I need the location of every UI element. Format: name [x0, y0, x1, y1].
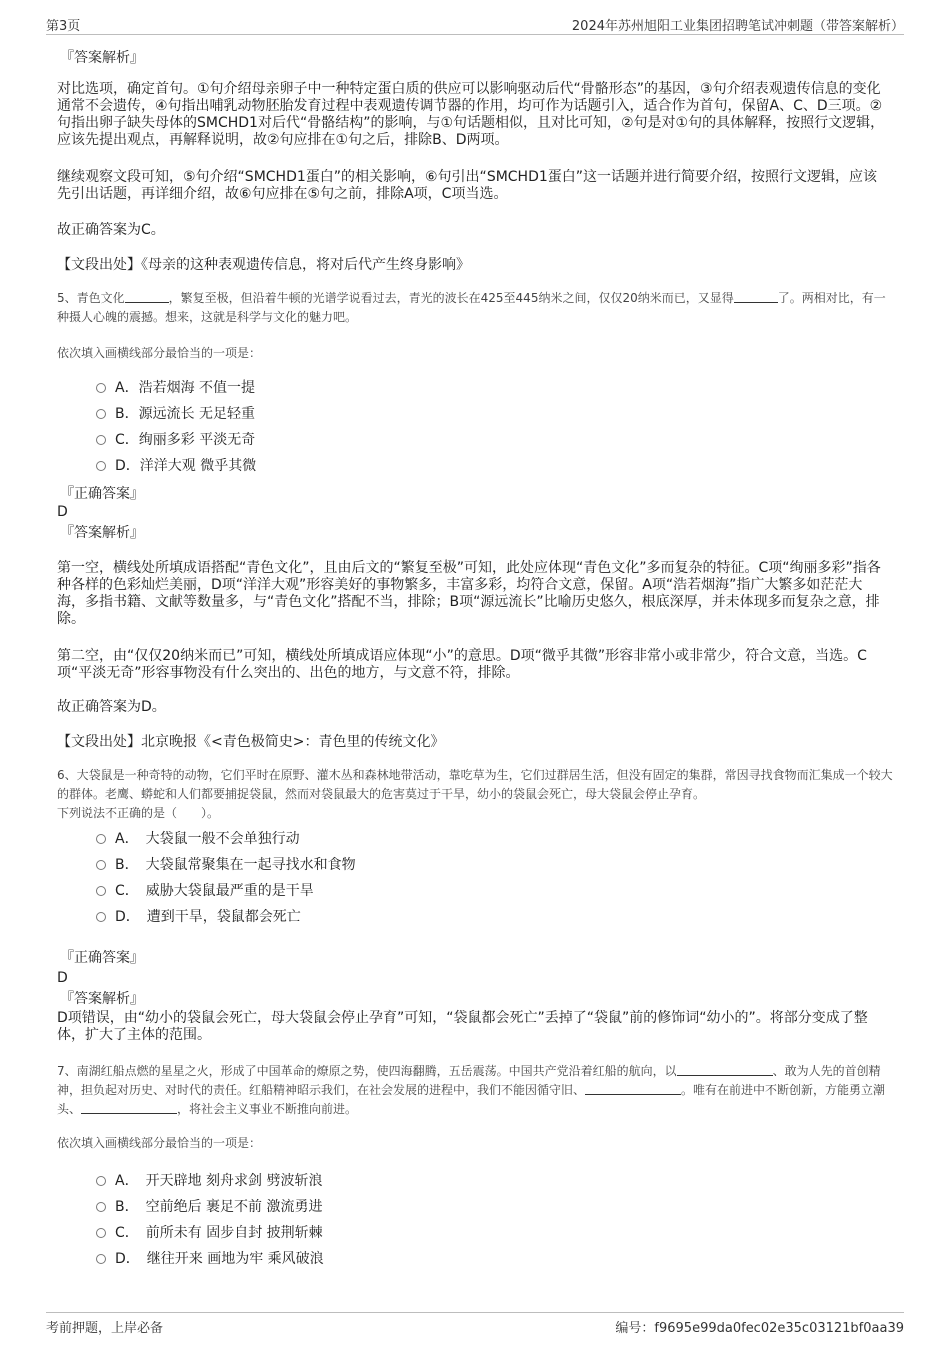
- radio-icon[interactable]: [96, 1254, 106, 1264]
- q7-option-d[interactable]: D． 继往开来 画地为牢 乘风破浪: [96, 1250, 324, 1268]
- q4-conclusion: 故正确答案为C。: [57, 222, 165, 238]
- q4-source: 【文段出处】《母亲的这种表观遗传信息，将对后代产生终身影响》: [57, 257, 470, 273]
- q7-stem: 7、南湖红船点燃的星星之火，形成了中国革命的燎原之势，使四海翻腾，五岳震荡。中国共产党沿着红船的航向，以 、敢为人先的首创精神，担负起对历史、对时代的责任。红船精神昭示我们，在社会发展的进程中，我们不能因循守旧、 。唯有在前进中不断创新，方能勇立潮头、 ，将社会主义事业不断推向前进。: [57, 1064, 886, 1116]
- page-number: 第3页: [46, 19, 81, 34]
- q7-option-b[interactable]: B． 空前绝后 裹足不前 激流勇进: [96, 1198, 323, 1216]
- q7-option-c[interactable]: C． 前所未有 固步自封 披荆斩棘: [96, 1224, 323, 1242]
- radio-icon[interactable]: [96, 1176, 106, 1186]
- q7-blank-1: [677, 1063, 773, 1076]
- q7-blank-3: [81, 1101, 177, 1114]
- page-footer: [46, 1312, 904, 1337]
- q5-correct-label: 『正确答案』: [60, 486, 144, 502]
- radio-icon[interactable]: [96, 912, 106, 922]
- q5-blank-1: [125, 290, 169, 303]
- q6-analysis-label: 『答案解析』: [60, 991, 144, 1007]
- radio-icon[interactable]: [96, 1228, 106, 1238]
- footer-slogan: 考前押题，上岸必备: [46, 1321, 164, 1336]
- q4-analysis-label: 『答案解析』: [60, 50, 144, 66]
- q5-option-c[interactable]: C．绚丽多彩 平淡无奇: [96, 431, 255, 449]
- radio-icon[interactable]: [96, 383, 106, 393]
- q6-option-c[interactable]: C． 威胁大袋鼠最严重的是干旱: [96, 882, 314, 900]
- q6-answer: D: [57, 970, 68, 986]
- page-header: [46, 10, 904, 35]
- q5-instruction: 依次填入画横线部分最恰当的一项是：: [57, 346, 262, 360]
- q6-question: 下列说法不正确的是（ ）。: [57, 806, 220, 820]
- q4-analysis-paragraph-2: 继续观察文段可知，⑤句介绍“SMCHD1蛋白”的相关影响，⑥句引出“SMCHD1蛋白”这一话题并进行简要介绍，按照行文逻辑，应该先引出话题，再详细介绍，故⑥句应排在⑤句之前，排除A项，C项当选。: [57, 169, 878, 202]
- q5-answer: D: [57, 504, 68, 520]
- radio-icon[interactable]: [96, 886, 106, 896]
- q4-analysis-paragraph-1: 对比选项，确定首句。①句介绍母亲卵子中一种特定蛋白质的供应可以影响驱动后代“骨骼形态”的基因，③句介绍表观遗传信息的变化通常不会遗传，④句指出哺乳动物胚胎发育过程中表观遗传调节器的作用，均可作为话题引入，适合作为首句，保留A、C、D三项。②句指出卵子缺失母体的SMCHD1对后代“骨骼结构”的影响，与①句话题相似，且对比可知，②句是对①句的具体解释，按照行文逻辑，应该先提出观点，再解释说明，故②句应排在①句之后，排除B、D两项。: [57, 81, 885, 148]
- q7-option-a[interactable]: A． 开天辟地 刻舟求剑 劈波斩浪: [96, 1172, 322, 1190]
- radio-icon[interactable]: [96, 860, 106, 870]
- q5-option-b[interactable]: B．源远流长 无足轻重: [96, 405, 255, 423]
- q5-analysis-paragraph-2: 第二空，由“仅仅20纳米而已”可知，横线处所填成语应体现“小”的意思。D项“微乎其微”形容非常小或非常少，符合文意，当选。C项“平淡无奇”形容事物没有什么突出的、出色的地方，与文意不符，排除。: [57, 648, 867, 681]
- radio-icon[interactable]: [96, 1202, 106, 1212]
- q6-option-d[interactable]: D． 遭到干旱，袋鼠都会死亡: [96, 908, 301, 926]
- q5-analysis-paragraph-1: 第一空，横线处所填成语搭配“青色文化”，且由后文的“繁复至极”可知，此处应体现“青色文化”多而复杂的特征。C项“绚丽多彩”指各种各样的色彩灿烂美丽，D项“洋洋大观”形容美好的事物繁多，丰富多彩，均符合文意，保留。A项“浩若烟海”指广大繁多如茫茫大海，多指书籍、文献等数量多，与“青色文化”搭配不当，排除；B项“源远流长”比喻历史悠久，根底深厚，并未体现多而复杂之意，排除。: [57, 560, 881, 627]
- q5-option-d[interactable]: D．洋洋大观 微乎其微: [96, 457, 256, 475]
- q5-option-a[interactable]: A．浩若烟海 不值一提: [96, 379, 255, 397]
- q6-option-b[interactable]: B． 大袋鼠常聚集在一起寻找水和食物: [96, 856, 356, 874]
- q7-blank-2: [585, 1082, 681, 1095]
- radio-icon[interactable]: [96, 435, 106, 445]
- q6-stem: 6、大袋鼠是一种奇特的动物，它们平时在原野、灌木丛和森林地带活动，靠吃草为生，它们过群居生活，但没有固定的集群，常因寻找食物而汇集成一个较大的群体。老鹰、蟒蛇和人们都要捕捉袋鼠，然而对袋鼠最大的危害莫过于干旱，幼小的袋鼠会死亡，母大袋鼠会停止孕育。: [57, 768, 893, 801]
- radio-icon[interactable]: [96, 409, 106, 419]
- q7-instruction: 依次填入画横线部分最恰当的一项是：: [57, 1136, 262, 1150]
- q6-option-a[interactable]: A． 大袋鼠一般不会单独行动: [96, 830, 300, 848]
- q5-stem: 5、青色文化 ，繁复至极，但沿着牛顿的光谱学说看过去，青光的波长在425至445纳米之间，仅仅20纳米而已，又显得 了。两相对比，有一种摄人心魄的震撼。想来，这就是科学与文化的魅力吧。: [57, 291, 886, 324]
- q5-conclusion: 故正确答案为D。: [57, 699, 166, 715]
- q6-correct-label: 『正确答案』: [60, 950, 144, 966]
- q5-source: 【文段出处】北京晚报《<青色极简史>：青色里的传统文化》: [57, 734, 445, 750]
- q5-analysis-label: 『答案解析』: [60, 525, 144, 541]
- radio-icon[interactable]: [96, 834, 106, 844]
- document-code: 编号：f9695e99da0fec02e35c03121bf0aa39: [615, 1321, 904, 1336]
- document-title: 2024年苏州旭阳工业集团招聘笔试冲刺题（带答案解析）: [571, 19, 904, 34]
- radio-icon[interactable]: [96, 461, 106, 471]
- q5-blank-2: [734, 290, 778, 303]
- q6-analysis: D项错误，由“幼小的袋鼠会死亡，母大袋鼠会停止孕育”可知，“袋鼠都会死亡”丢掉了“袋鼠”前的修饰词“幼小的”。将部分变成了整体，扩大了主体的范围。: [57, 1010, 868, 1043]
